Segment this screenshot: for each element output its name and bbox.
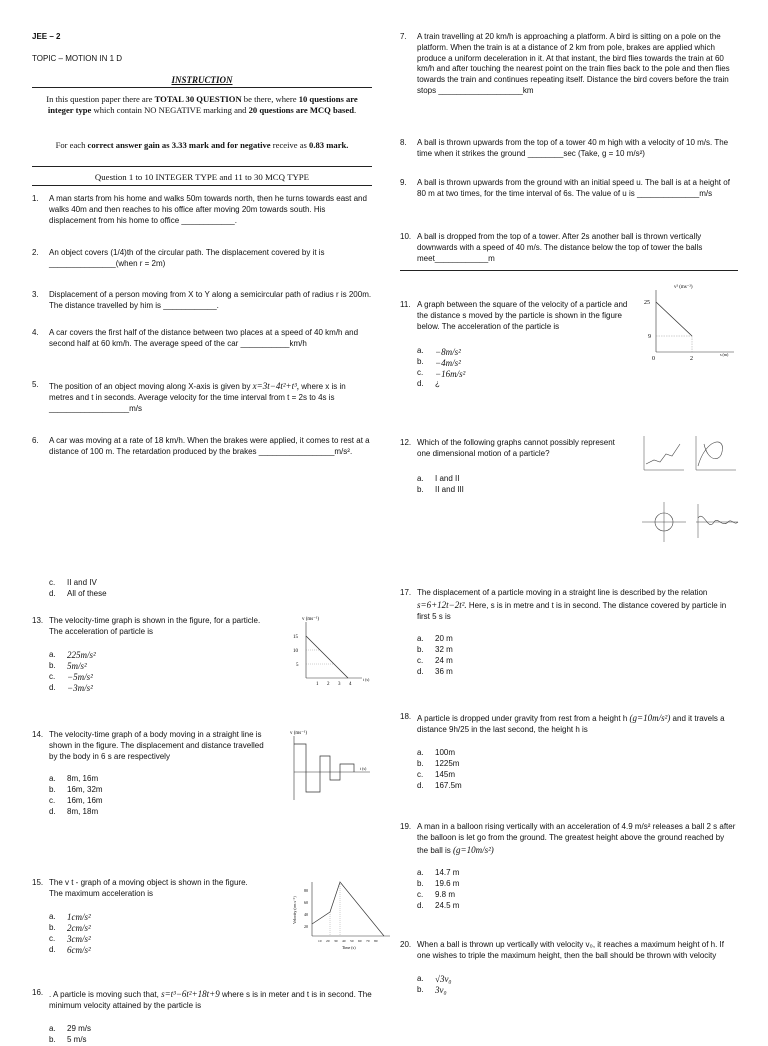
svg-text:80: 80 — [374, 939, 378, 943]
option-b: b. 3v₀ — [417, 984, 447, 996]
svg-text:10: 10 — [293, 649, 298, 654]
option-a: a. 20 m — [417, 634, 453, 644]
option-c: c. 3cm/s² — [49, 933, 91, 945]
question-16: 16. . A particle is moving such that, s=t³−6t²+18t+9 where s is in meter and t is in second. The minimum velocity attained by the particle is a. 29 m/s b. 5 m/s — [32, 988, 372, 1044]
q15-velocity-time-graph — [290, 874, 394, 954]
option-a: a. 8m, 16m — [49, 774, 99, 784]
option-d: d. ¿ — [417, 379, 440, 389]
svg-text:2: 2 — [327, 682, 330, 686]
option-c: c. II and IV — [49, 578, 97, 588]
svg-text:1: 1 — [316, 682, 319, 686]
option-c: c. 9.8 m — [417, 890, 456, 900]
svg-text:4: 4 — [349, 682, 352, 686]
question-14: 14. The velocity-time graph of a body moving in a straight line is shown in the figure. The displacement and distance travelled by the body in 6 s are respectively a. 8m, 16m b. 16m, 32m c. 16m, 16m d. 8m, 18m — [32, 730, 272, 818]
option-c: c. 145m — [417, 769, 456, 779]
question-15: 15. The v t - graph of a moving object is shown in the figure. The maximum acceleration is a. 1cm/s² b. 2cm/s² c. 3cm/s² d. 6cm/s² — [32, 878, 262, 956]
topic-title: TOPIC – MOTION IN 1 D — [32, 54, 123, 63]
option-d: d. 167.5m — [417, 780, 462, 790]
option-c: c. −16m/s² — [417, 368, 466, 379]
option-b: b. 2cm/s² — [49, 922, 91, 934]
option-b: b. −4m/s² — [417, 357, 461, 368]
svg-text:t (s): t (s) — [360, 766, 367, 771]
svg-text:Time (s): Time (s) — [342, 945, 356, 950]
option-a: a. 1cm/s² — [49, 911, 91, 923]
divider — [400, 270, 738, 271]
question-9: 9. A ball is thrown upwards from the ground with an initial speed u. The ball is at a height of 80 m at two times, for the time interval of 6s. The value of u is ______________m/s — [400, 178, 730, 198]
svg-text:5: 5 — [296, 663, 299, 668]
instruction-paragraph-1: In this question paper there are TOTAL 30 QUESTION be there, where 10 questions are integer type which contain NO NEGATIVE marking and 20 questions are MCQ based. — [46, 94, 358, 116]
question-11: 11. A graph between the square of the velocity of a particle and the distance s moved by the particle is shown in the figure below. The acceleration of the particle is a. −8m/s² b. −4m/s² c. −16m/s² d. ¿ — [400, 300, 630, 390]
option-c: c. 24 m — [417, 656, 453, 666]
svg-text:s (m): s (m) — [720, 352, 729, 357]
svg-text:40: 40 — [342, 939, 346, 943]
option-a: a. 29 m/s — [49, 1023, 92, 1033]
option-c: c. 16m, 16m — [49, 796, 103, 806]
question-4: 4. A car covers the first half of the distance between two places at a speed of 40 km/h and second half at 60 km/h. The average speed of the car ___________km/h — [32, 328, 359, 348]
question-12-options-continued — [32, 578, 232, 600]
q12-graphs-grid — [636, 432, 740, 550]
option-d: d. 24.5 m — [417, 901, 460, 911]
option-d: d. −3m/s² — [49, 682, 93, 694]
question-18: 18. A particle is dropped under gravity from rest from a height h (g=10m/s²) and it travels a distance 9h/25 in the last second, the height h is a. 100m b. 1225m c. 145m d. 167.5m — [400, 712, 736, 792]
svg-text:2: 2 — [690, 356, 693, 362]
svg-text:v (ms⁻¹): v (ms⁻¹) — [290, 731, 308, 736]
svg-text:v² (ms⁻²): v² (ms⁻²) — [674, 285, 693, 290]
svg-text:70: 70 — [366, 939, 370, 943]
svg-text:60: 60 — [358, 939, 362, 943]
svg-text:15: 15 — [293, 635, 298, 640]
svg-text:80: 80 — [304, 888, 308, 893]
svg-text:3: 3 — [338, 682, 341, 686]
option-b: b. II and III — [417, 484, 464, 494]
option-b: b. 32 m — [417, 645, 453, 655]
question-12: 12. Which of the following graphs cannot possibly represent one dimensional motion of a particle? a. I and II b. II and III — [400, 438, 630, 496]
question-1: 1. A man starts from his home and walks 50m towards north, then he turns towards east and walks 40m and then reaches to his office after moving 20m towards south. His displacement from his home to office ____________. — [32, 194, 367, 225]
option-b: b. 5 m/s — [49, 1034, 87, 1044]
svg-text:0: 0 — [652, 356, 655, 362]
divider — [32, 166, 372, 167]
q14-velocity-time-graph — [282, 726, 374, 802]
svg-text:50: 50 — [350, 939, 354, 943]
option-b: b. 5m/s² — [49, 660, 87, 672]
divider — [32, 185, 372, 186]
question-20: 20. When a ball is thrown up vertically with velocity v₀, it reaches a maximum height of h. If one wishes to triple the maximum height, then the ball should be thrown with velocity a. √3v₀ b. 3v₀ — [400, 940, 736, 996]
question-5: 5. The position of an object moving along X-axis is given by x=3t−4t²+t³, where x is in metres and t in seconds. Average velocity for the time interval from t = 2s to 4s is __________________m/s — [32, 380, 346, 413]
svg-text:v (ms⁻¹): v (ms⁻¹) — [302, 617, 320, 622]
svg-text:20: 20 — [326, 939, 330, 943]
instruction-title: INSTRUCTION — [171, 75, 233, 85]
q11-velocity-squared-distance-graph — [640, 280, 738, 364]
svg-text:60: 60 — [304, 900, 308, 905]
svg-text:Velocity (cm s⁻¹): Velocity (cm s⁻¹) — [292, 896, 297, 924]
option-a: a. 100m — [417, 747, 456, 757]
option-a: a. 225m/s² — [49, 649, 96, 661]
question-3: 3. Displacement of a person moving from X to Y along a semicircular path of radius r is 200m. The distance travelled by him is ____________. — [32, 290, 372, 310]
option-c: c. −5m/s² — [49, 671, 93, 683]
svg-text:t (s): t (s) — [363, 677, 370, 682]
question-8: 8. A ball is thrown upwards from the top of a tower 40 m high with a velocity of 10 m/s. The time when it strikes the ground ________sec (Take, g = 10 m/s²) — [400, 138, 729, 158]
svg-text:9: 9 — [648, 334, 651, 340]
svg-text:40: 40 — [304, 912, 308, 917]
option-b: b. 1225m — [417, 758, 460, 768]
question-10: 10. A ball is dropped from the top of a tower. After 2s another ball is thrown vertically downwards with a speed of 40 m/s. The distance below the top of tower the balls meet____________m — [400, 232, 703, 263]
option-a: a. √3v₀ — [417, 973, 452, 985]
question-2: 2. An object covers (1/4)th of the circular path. The displacement covered by it is _______________(when r = 2m) — [32, 248, 325, 268]
svg-text:25: 25 — [644, 300, 650, 306]
option-d: d. 36 m — [417, 667, 453, 677]
option-b: b. 16m, 32m — [49, 785, 103, 795]
question-19: 19. A man in a balloon rising vertically with an acceleration of 4.9 m/s² releases a ball 2 s after the balloon is let go from the ground. The greatest height above the ground reached by the ball is (g=10m/s²) a. 14.7 m b. 19.6 m c. 9.8 m d. 24.5 m — [400, 822, 736, 911]
question-types: Question 1 to 10 INTEGER TYPE and 11 to 30 MCQ TYPE — [94, 172, 310, 182]
option-d: d. 8m, 18m — [49, 807, 99, 817]
option-d: d. All of these — [49, 589, 107, 599]
q13-velocity-time-graph — [290, 612, 370, 686]
svg-text:20: 20 — [304, 924, 308, 929]
option-d: d. 6cm/s² — [49, 944, 91, 956]
question-13: 13. The velocity-time graph is shown in the figure, for a particle. The acceleration of particle is a. 225m/s² b. 5m/s² c. −5m/s² d. −3m/s² — [32, 616, 261, 694]
svg-text:10: 10 — [318, 939, 322, 943]
option-b: b. 19.6 m — [417, 879, 460, 889]
question-7: 7. A train travelling at 20 km/h is approaching a platform. A bird is sitting on a pole on the platform. When the train is at a distance of 2 km from pole, brakes are applied which produce a uniform deceleration in it. At that instant, the bird flies towards the train at 60 km/h and after touching the nearest point on the train flies back to the pole and then flies towards the train and continues repeating itself. Distance the bird covers before the train stops ___________________km — [400, 32, 730, 95]
divider — [32, 87, 372, 88]
question-17: 17. The displacement of a particle moving in a straight line is described by the relation s=6+12t−2t². Here, s is in metre and t is in second. The distance covered by particle in first 5 s is a. 20 m b. 32 m c. 24 m d. 36 m — [400, 588, 736, 678]
question-6: 6. A car was moving at a rate of 18 km/h. When the brakes were applied, it comes to rest at a distance of 100 m. The retardation produced by the brakes _________________m/s². — [32, 436, 370, 456]
option-a: a. 14.7 m — [417, 868, 460, 878]
option-a: a. I and II — [417, 473, 460, 483]
svg-text:30: 30 — [334, 939, 338, 943]
option-a: a. −8m/s² — [417, 346, 461, 357]
exam-title: JEE – 2 — [32, 32, 61, 41]
instruction-paragraph-2: For each correct answer gain as 3.33 mark and for negative receive as 0.83 mark. — [55, 140, 349, 150]
